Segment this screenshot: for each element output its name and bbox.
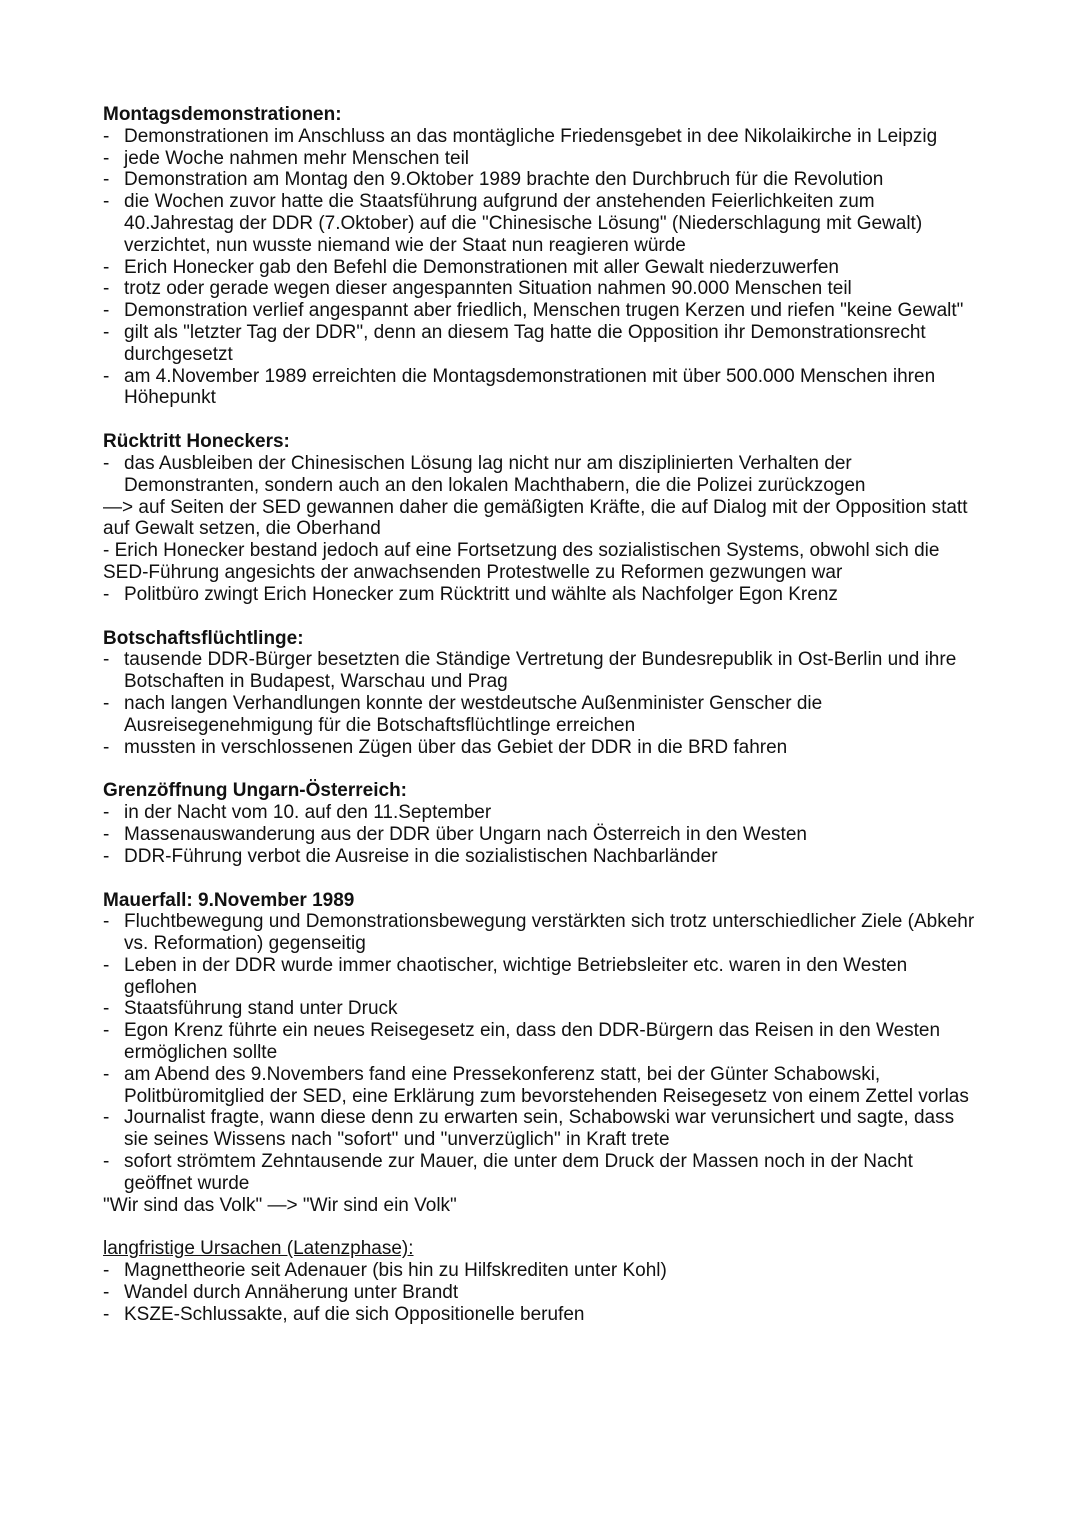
bullet-item: - am 4.November 1989 erreichten die Montagsdemonstrationen mit über 500.000 Menschen ihren Höhepunkt [103, 366, 983, 410]
section [103, 780, 983, 867]
section-heading: langfristige Ursachen (Latenzphase): [103, 1238, 414, 1260]
bullet-item: - Erich Honecker gab den Befehl die Demonstrationen mit aller Gewalt niederzuwerfen [103, 257, 983, 279]
bullet-item: - sofort strömtem Zehntausende zur Mauer, die unter dem Druck der Massen noch in der Nacht geöffnet wurde [103, 1151, 983, 1195]
bullet-item: - Staatsführung stand unter Druck [103, 998, 983, 1020]
text-line: - Erich Honecker bestand jedoch auf eine Fortsetzung des sozialistischen Systems, obwohl sich die SED-Führung angesichts der anwachsenden Protestwelle zu Reformen gezwungen war [103, 540, 940, 583]
bullet-item: - die Wochen zuvor hatte die Staatsführung aufgrund der anstehenden Feierlichkeiten zum 40.Jahrestag der DDR (7.Oktober) auf die "Chinesische Lösung" (Niederschlagung mit Gewalt) verzichtet, nun wusste niemand wie der Staat nun reagieren würde [103, 191, 983, 256]
bullet-item: - in der Nacht vom 10. auf den 11.September [103, 802, 983, 824]
bullet-item: - KSZE-Schlussakte, auf die sich Oppositionelle berufen [103, 1304, 983, 1326]
section-heading: Montagsdemonstrationen: [103, 104, 342, 125]
bullet-item: - tausende DDR-Bürger besetzten die Ständige Vertretung der Bundesrepublik in Ost-Berlin und ihre Botschaften in Budapest, Warschau und Prag [103, 649, 983, 693]
text-line: —> auf Seiten der SED gewannen daher die gemäßigten Kräfte, die auf Dialog mit der Opposition statt auf Gewalt setzen, die Oberhand [103, 496, 968, 540]
bullet-item: - jede Woche nahmen mehr Menschen teil [103, 148, 983, 170]
bullet-item: - nach langen Verhandlungen konnte der westdeutsche Außenminister Genscher die Ausreisegenehmigung für die Botschaftsflüchtlinge erreichen [103, 693, 983, 737]
bullet-item: - Massenauswanderung aus der DDR über Ungarn nach Österreich in den Westen [103, 824, 983, 846]
bullet-item: - DDR-Führung verbot die Ausreise in die sozialistischen Nachbarländer [103, 846, 983, 868]
bullet-item: - mussten in verschlossenen Zügen über das Gebiet der DDR in die BRD fahren [103, 737, 983, 759]
bullet-item: - Demonstration am Montag den 9.Oktober 1989 brachte den Durchbruch für die Revolution [103, 169, 983, 191]
bullet-item: - Wandel durch Annäherung unter Brandt [103, 1282, 983, 1304]
section-heading: Botschaftsflüchtlinge: [103, 627, 304, 649]
section [103, 628, 983, 759]
bullet-item: - trotz oder gerade wegen dieser angespannten Situation nahmen 90.000 Menschen teil [103, 278, 983, 300]
section [103, 1238, 983, 1325]
bullet-item: - gilt als "letzter Tag der DDR", denn an diesem Tag hatte die Opposition ihr Demonstrationsrecht durchgesetzt [103, 322, 983, 366]
bullet-item: - Politbüro zwingt Erich Honecker zum Rücktritt und wählte als Nachfolger Egon Krenz [103, 584, 983, 606]
bullet-item: - Demonstrationen im Anschluss an das montägliche Friedensgebet in dee Nikolaikirche in Leipzig [103, 126, 983, 148]
bullet-item: - Journalist fragte, wann diese denn zu erwarten sein, Schabowski war verunsichert und sagte, dass sie seines Wissens nach "sofort" und "unverzüglich" in Kraft trete [103, 1107, 983, 1151]
bullet-item: - Leben in der DDR wurde immer chaotischer, wichtige Betriebsleiter etc. waren in den Westen geflohen [103, 955, 983, 999]
bullet-item: - Magnettheorie seit Adenauer (bis hin zu Hilfskrediten unter Kohl) [103, 1260, 983, 1282]
section-heading: Grenzöffnung Ungarn-Österreich: [103, 780, 408, 802]
bullet-item: - Egon Krenz führte ein neues Reisegesetz ein, dass den DDR-Bürgern das Reisen in den Westen ermöglichen sollte [103, 1020, 983, 1064]
text-line: "Wir sind das Volk" —> "Wir sind ein Volk" [103, 1194, 457, 1216]
bullet-item: - Demonstration verlief angespannt aber friedlich, Menschen trugen Kerzen und riefen "keine Gewalt" [103, 300, 983, 322]
bullet-item: - das Ausbleiben der Chinesischen Lösung lag nicht nur am disziplinierten Verhalten der Demonstranten, sondern auch an den lokalen Machthabern, die die Polizei zurückzogen [103, 453, 983, 497]
section-heading: Mauerfall: 9.November 1989 [103, 889, 355, 911]
section-heading: Rücktritt Honeckers: [103, 431, 290, 453]
section [103, 104, 983, 409]
bullet-item: - Fluchtbewegung und Demonstrationsbewegung verstärkten sich trotz unterschiedlicher Ziele (Abkehr vs. Reformation) gegenseitig [103, 911, 983, 955]
document-page [103, 104, 983, 1326]
section [103, 890, 983, 1217]
section [103, 431, 983, 605]
bullet-item: - am Abend des 9.Novembers fand eine Pressekonferenz statt, bei der Günter Schabowski, Politbüromitglied der SED, eine Erklärung zum bevorstehenden Reisegesetz von einem Zettel vorlas [103, 1064, 983, 1108]
